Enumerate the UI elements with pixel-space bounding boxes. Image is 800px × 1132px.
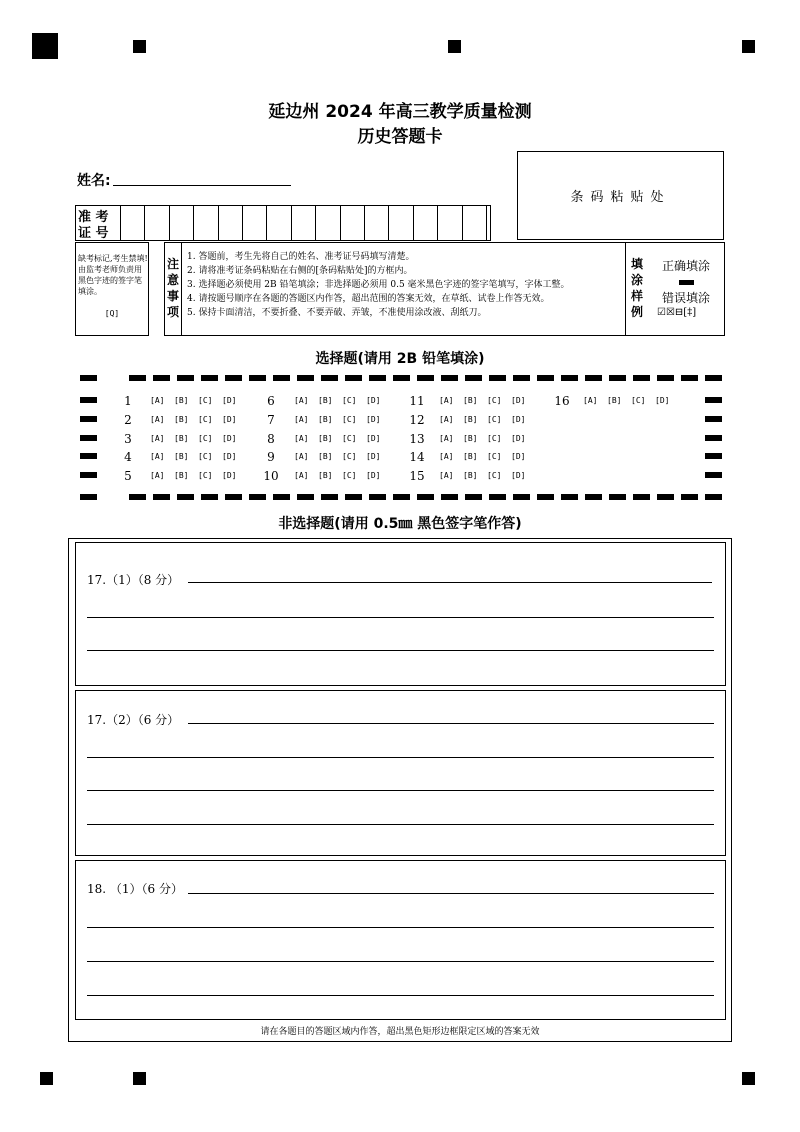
timing-mark — [465, 375, 482, 381]
card-title: 历史答题卡 — [357, 127, 443, 147]
choice-section-title: 选择题(请用 2B 铅笔填涂) — [315, 351, 485, 367]
exam-id-cell[interactable] — [291, 206, 315, 240]
nonchoice-section-title: 非选择题(请用 0.5㎜ 黑色签字笔作答) — [278, 516, 522, 532]
exam-id-cell[interactable] — [388, 206, 412, 240]
exam-id-cell[interactable] — [315, 206, 339, 240]
option-bubble[interactable]: [B] — [318, 434, 333, 443]
option-bubble[interactable]: [C] — [487, 452, 502, 461]
option-bubble[interactable]: [D] — [511, 434, 526, 443]
exam-id-cell[interactable] — [242, 206, 266, 240]
option-bubble[interactable]: [C] — [487, 434, 502, 443]
timing-mark — [513, 375, 530, 381]
question-number: 3 — [124, 432, 132, 446]
option-bubble[interactable]: [A] — [294, 415, 309, 424]
timing-mark — [633, 494, 650, 500]
fill-wrong-label: 错误填涂 — [662, 291, 711, 305]
exam-id-cell[interactable] — [120, 206, 144, 240]
answer-line[interactable] — [87, 650, 714, 651]
timing-mark — [177, 494, 194, 500]
option-bubble[interactable]: [A] — [294, 471, 309, 480]
answer-line[interactable] — [87, 995, 714, 996]
timing-mark — [609, 494, 626, 500]
registration-mark — [133, 1072, 146, 1085]
timing-mark — [441, 375, 458, 381]
notice-item: 1. 答题前，考生先将自己的姓名、准考证号码填写清楚。 — [187, 252, 415, 262]
option-bubble[interactable]: [B] — [174, 396, 189, 405]
option-bubble[interactable]: [C] — [342, 452, 357, 461]
option-group — [294, 396, 390, 405]
option-bubble[interactable]: [D] — [366, 471, 381, 480]
exam-id-cell[interactable] — [437, 206, 461, 240]
timing-mark — [489, 494, 506, 500]
question-number: 2 — [124, 413, 132, 427]
option-bubble[interactable]: [C] — [487, 471, 502, 480]
name-label: 姓名: — [77, 173, 111, 189]
registration-mark — [742, 1072, 755, 1085]
notice-label: 注 意 事 项 — [167, 257, 180, 319]
question-number: 9 — [267, 450, 275, 464]
option-bubble[interactable]: [C] — [198, 452, 213, 461]
option-bubble[interactable]: [A] — [150, 434, 165, 443]
notice-list — [187, 250, 623, 320]
timing-mark — [537, 494, 554, 500]
timing-mark — [321, 375, 338, 381]
option-bubble[interactable]: [A] — [294, 396, 309, 405]
option-group — [294, 415, 390, 424]
question-number: 7 — [267, 413, 275, 427]
option-bubble[interactable]: [B] — [174, 452, 189, 461]
option-bubble[interactable]: [B] — [174, 415, 189, 424]
option-bubble[interactable]: [D] — [366, 434, 381, 443]
timing-mark — [321, 494, 338, 500]
option-bubble[interactable]: [A] — [150, 471, 165, 480]
question-number: 5 — [124, 469, 132, 483]
option-bubble[interactable]: [A] — [439, 452, 454, 461]
option-bubble[interactable]: [C] — [631, 396, 646, 405]
footer-note: 请在各题目的答题区域内作答，超出黑色矩形边框限定区域的答案无效 — [260, 1027, 540, 1037]
option-group — [439, 415, 535, 424]
timing-mark — [705, 472, 722, 478]
option-bubble[interactable]: [D] — [222, 396, 237, 405]
answer-box-17-1[interactable] — [75, 542, 726, 686]
option-group — [439, 434, 535, 443]
timing-mark — [681, 494, 698, 500]
absent-mark[interactable]: [Q] — [104, 309, 120, 318]
timing-mark — [705, 435, 722, 441]
timing-mark — [297, 494, 314, 500]
option-bubble[interactable]: [D] — [366, 452, 381, 461]
option-group — [150, 434, 246, 443]
exam-id-cell[interactable] — [462, 206, 486, 240]
barcode-area — [517, 151, 724, 240]
option-bubble[interactable]: [D] — [222, 434, 237, 443]
question-number: 14 — [409, 450, 425, 464]
timing-mark — [369, 375, 386, 381]
exam-id-cell[interactable] — [169, 206, 193, 240]
timing-mark — [369, 494, 386, 500]
option-bubble[interactable]: [C] — [198, 471, 213, 480]
timing-mark — [80, 453, 97, 459]
timing-mark — [705, 494, 722, 500]
option-group — [294, 471, 390, 480]
option-bubble[interactable]: [B] — [174, 471, 189, 480]
exam-id-label-1: 准 考 — [78, 210, 109, 225]
option-group — [294, 434, 390, 443]
timing-mark — [129, 375, 146, 381]
option-bubble[interactable]: [D] — [222, 471, 237, 480]
option-bubble[interactable]: [B] — [463, 471, 478, 480]
timing-mark — [345, 375, 362, 381]
answer-line[interactable] — [188, 723, 714, 724]
timing-mark — [705, 416, 722, 422]
question-label: 17.（1）（8 分） — [87, 573, 180, 587]
notice-item: 3. 选择题必须使用 2B 铅笔填涂；非选择题必须用 0.5 毫米黑色字迹的签字笔填写，字体工整。 — [187, 280, 570, 290]
fill-example-label: 填 涂 样 例 — [631, 257, 644, 319]
timing-mark — [393, 494, 410, 500]
timing-mark — [177, 375, 194, 381]
option-bubble[interactable]: [A] — [439, 471, 454, 480]
option-bubble[interactable]: [A] — [583, 396, 598, 405]
option-bubble[interactable]: [B] — [318, 452, 333, 461]
timing-mark — [585, 494, 602, 500]
timing-mark — [273, 375, 290, 381]
option-bubble[interactable]: [A] — [294, 452, 309, 461]
absent-mark-box — [75, 242, 149, 336]
exam-id-cell[interactable] — [266, 206, 290, 240]
option-bubble[interactable]: [B] — [463, 396, 478, 405]
barcode-label: 条码粘贴处 — [570, 190, 671, 205]
absent-text: 缺考标记,考生禁填!由监考老师负责用黑色字迹的签字笔填涂。 — [78, 254, 148, 296]
timing-mark — [657, 494, 674, 500]
option-bubble[interactable]: [A] — [294, 434, 309, 443]
option-bubble[interactable]: [C] — [342, 471, 357, 480]
registration-mark — [32, 33, 58, 59]
exam-id-cell[interactable] — [144, 206, 168, 240]
timing-mark — [249, 375, 266, 381]
timing-mark — [80, 494, 97, 500]
question-number: 6 — [267, 394, 275, 408]
option-group — [150, 471, 246, 480]
name-field[interactable] — [113, 185, 291, 186]
question-number: 10 — [263, 469, 279, 483]
option-group — [150, 396, 246, 405]
registration-mark — [448, 40, 461, 53]
question-number: 1 — [124, 394, 132, 408]
answer-line[interactable] — [87, 757, 714, 758]
registration-mark — [133, 40, 146, 53]
option-bubble[interactable]: [C] — [198, 434, 213, 443]
answer-line[interactable] — [188, 893, 714, 894]
option-group — [294, 452, 390, 461]
timing-mark — [705, 397, 722, 403]
timing-mark — [489, 375, 506, 381]
question-number: 4 — [124, 450, 132, 464]
option-bubble[interactable]: [D] — [511, 415, 526, 424]
timing-mark — [80, 397, 97, 403]
question-number: 16 — [554, 394, 570, 408]
question-number: 11 — [409, 394, 425, 408]
question-number: 15 — [409, 469, 425, 483]
option-bubble[interactable]: [C] — [487, 396, 502, 405]
answer-line[interactable] — [87, 617, 714, 618]
timing-mark — [681, 375, 698, 381]
option-bubble[interactable]: [D] — [366, 415, 381, 424]
timing-mark — [80, 435, 97, 441]
timing-mark — [417, 494, 434, 500]
fill-correct-label: 正确填涂 — [662, 259, 711, 273]
option-bubble[interactable]: [A] — [439, 434, 454, 443]
timing-mark — [393, 375, 410, 381]
timing-mark — [633, 375, 650, 381]
question-label: 17.（2）（6 分） — [87, 713, 180, 727]
timing-mark — [537, 375, 554, 381]
exam-id-cell[interactable] — [413, 206, 437, 240]
timing-mark — [297, 375, 314, 381]
exam-id-cell[interactable] — [340, 206, 364, 240]
registration-mark — [742, 40, 755, 53]
answer-line[interactable] — [87, 927, 714, 928]
option-group — [439, 452, 535, 461]
timing-mark — [225, 375, 242, 381]
timing-mark — [561, 375, 578, 381]
option-bubble[interactable]: [A] — [150, 396, 165, 405]
timing-mark — [153, 494, 170, 500]
exam-id-label-2: 证 号 — [78, 226, 109, 241]
timing-mark — [465, 494, 482, 500]
option-bubble[interactable]: [B] — [318, 396, 333, 405]
option-bubble[interactable]: [C] — [342, 434, 357, 443]
fill-wrong-sample: ☑☒⊟[‡] — [657, 307, 697, 318]
option-bubble[interactable]: [B] — [463, 452, 478, 461]
option-bubble[interactable]: [A] — [439, 396, 454, 405]
option-bubble[interactable]: [B] — [318, 415, 333, 424]
option-bubble[interactable]: [A] — [439, 415, 454, 424]
timing-mark — [441, 494, 458, 500]
timing-mark — [129, 494, 146, 500]
notice-item: 2. 请将准考证条码粘贴在右侧的[条码粘贴处]的方框内。 — [187, 266, 413, 276]
option-group — [150, 415, 246, 424]
timing-mark — [273, 494, 290, 500]
exam-id-cell[interactable] — [193, 206, 217, 240]
option-bubble[interactable]: [B] — [174, 434, 189, 443]
option-bubble[interactable]: [D] — [511, 396, 526, 405]
option-bubble[interactable]: [D] — [511, 452, 526, 461]
answer-line[interactable] — [87, 824, 714, 825]
question-number: 13 — [409, 432, 425, 446]
option-bubble[interactable]: [C] — [487, 415, 502, 424]
timing-mark — [585, 375, 602, 381]
timing-mark — [657, 375, 674, 381]
option-group — [583, 396, 679, 405]
timing-mark — [705, 375, 722, 381]
option-group — [150, 452, 246, 461]
option-bubble[interactable]: [B] — [463, 415, 478, 424]
option-bubble[interactable]: [D] — [655, 396, 670, 405]
timing-mark — [80, 416, 97, 422]
exam-id-cell[interactable] — [218, 206, 242, 240]
option-bubble[interactable]: [C] — [342, 415, 357, 424]
exam-id-cell[interactable] — [364, 206, 388, 240]
answer-line[interactable] — [87, 961, 714, 962]
timing-mark — [561, 494, 578, 500]
option-bubble[interactable]: [D] — [222, 452, 237, 461]
question-label: 18. （1）（6 分） — [87, 882, 183, 896]
timing-mark — [513, 494, 530, 500]
option-bubble[interactable]: [C] — [198, 415, 213, 424]
timing-mark — [153, 375, 170, 381]
option-bubble[interactable]: [B] — [318, 471, 333, 480]
timing-mark — [80, 375, 97, 381]
answer-line[interactable] — [87, 790, 714, 791]
option-group — [439, 471, 535, 480]
timing-mark — [201, 494, 218, 500]
answer-line[interactable] — [188, 582, 712, 583]
fill-correct-sample — [679, 280, 694, 285]
option-bubble[interactable]: [C] — [342, 396, 357, 405]
option-group — [439, 396, 535, 405]
exam-title: 延边州 2024 年高三教学质量检测 — [268, 102, 532, 122]
option-bubble[interactable]: [D] — [511, 471, 526, 480]
timing-mark — [345, 494, 362, 500]
timing-mark — [609, 375, 626, 381]
option-bubble[interactable]: [B] — [607, 396, 622, 405]
option-bubble[interactable]: [A] — [150, 415, 165, 424]
question-number: 12 — [409, 413, 425, 427]
option-bubble[interactable]: [D] — [222, 415, 237, 424]
timing-mark — [80, 472, 97, 478]
option-bubble[interactable]: [C] — [198, 396, 213, 405]
option-bubble[interactable]: [A] — [150, 452, 165, 461]
timing-mark — [249, 494, 266, 500]
question-number: 8 — [267, 432, 275, 446]
option-bubble[interactable]: [D] — [366, 396, 381, 405]
timing-mark — [417, 375, 434, 381]
option-bubble[interactable]: [B] — [463, 434, 478, 443]
registration-mark — [40, 1072, 53, 1085]
notice-item: 4. 请按题号顺序在各题的答题区内作答，超出范围的答案无效，在草纸、试卷上作答无效。 — [187, 294, 550, 304]
exam-id-cell[interactable] — [486, 206, 510, 240]
timing-mark — [201, 375, 218, 381]
timing-mark — [705, 453, 722, 459]
timing-mark — [225, 494, 242, 500]
notice-item: 5. 保持卡面清洁，不要折叠、不要弄破、弄皱，不准使用涂改液、刮纸刀。 — [187, 308, 487, 318]
